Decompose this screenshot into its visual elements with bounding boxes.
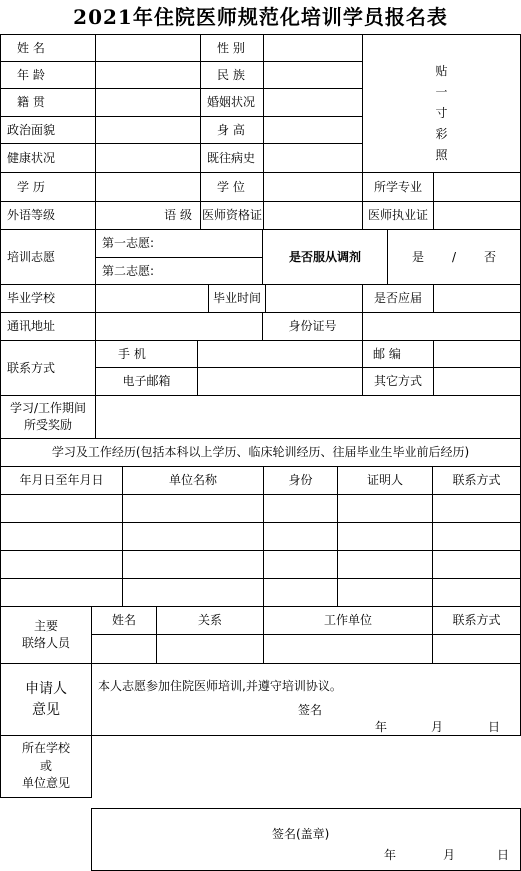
email-field[interactable] (197, 367, 363, 396)
health-status-field[interactable] (95, 143, 201, 173)
physician-qualification-field[interactable] (263, 201, 363, 230)
age-label: 年 龄 (0, 61, 96, 89)
mobile-label: 手 机 (95, 340, 198, 368)
postcode-field[interactable] (433, 340, 521, 368)
medical-history-label: 既往病史 (200, 143, 264, 173)
experience-row-1-identity[interactable] (263, 494, 338, 523)
option-no[interactable]: 否 (483, 249, 496, 264)
fresh-graduate-field[interactable] (433, 284, 521, 313)
main-contacts-header-work-unit: 工作单位 (263, 606, 433, 635)
contact-method-label: 联系方式 (0, 340, 96, 396)
name-field[interactable] (95, 34, 201, 62)
experience-row-4-date[interactable] (0, 578, 123, 607)
second-choice-field[interactable] (95, 257, 263, 285)
health-status-label: 健康状况 (0, 143, 96, 173)
postcode-label: 邮 编 (362, 340, 434, 368)
major-field[interactable] (433, 172, 521, 202)
awards-label-line2: 所受奖励 (23, 418, 72, 432)
school-opinion-label-line3: 单位意见 (21, 776, 70, 791)
ethnicity-field[interactable] (263, 61, 363, 89)
graduation-time-field[interactable] (265, 284, 363, 313)
experience-row-3-unit[interactable] (122, 550, 264, 579)
age-field[interactable] (95, 61, 201, 89)
email-label: 电子邮箱 (95, 367, 198, 396)
school-date-month: 月 (443, 848, 456, 862)
experience-row-3-witness[interactable] (337, 550, 433, 579)
experience-header-date-range: 年月日至年月日 (0, 466, 123, 495)
id-number-field[interactable] (362, 312, 521, 341)
address-label: 通讯地址 (0, 312, 96, 341)
experience-row-1-date[interactable] (0, 494, 123, 523)
form-title: 2021年住院医师规范化培训学员报名表 (73, 5, 448, 29)
language-level-label: 语 级 (164, 208, 192, 223)
experience-row-2-witness[interactable] (337, 522, 433, 551)
school-opinion-field[interactable] (91, 808, 521, 871)
main-contacts-label (0, 606, 92, 664)
major-label: 所学专业 (362, 172, 434, 202)
experience-row-2-identity[interactable] (263, 522, 338, 551)
experience-row-1-witness[interactable] (337, 494, 433, 523)
photo-text-2: 一 (435, 85, 448, 99)
main-contacts-label-line1: 主要 (33, 618, 58, 633)
address-field[interactable] (95, 312, 263, 341)
main-contacts-header-relation: 关系 (156, 606, 264, 635)
school-date-day: 日 (497, 848, 510, 862)
photo-text-4: 彩 (435, 127, 448, 141)
experience-row-2-date[interactable] (0, 522, 123, 551)
first-choice-field[interactable] (95, 229, 263, 258)
academic-degree-field[interactable] (263, 172, 363, 202)
experience-header-unit-name: 单位名称 (122, 466, 264, 495)
experience-section-title: 学习及工作经历(包括本科以上学历、临床轮训经历、往届毕业生毕业前后经历) (0, 438, 521, 467)
physician-qualification-label: 医师资格证 (200, 201, 264, 230)
height-field[interactable] (263, 116, 363, 144)
political-status-label: 政治面貌 (0, 116, 96, 144)
native-place-field[interactable] (95, 88, 201, 117)
photo-placeholder[interactable] (362, 34, 521, 173)
main-contact-name-field[interactable] (91, 634, 157, 664)
second-choice-label: 第二志愿: (102, 263, 155, 278)
school-signature-label: 签名(盖章) (272, 827, 330, 841)
experience-header-identity: 身份 (263, 466, 338, 495)
applicant-opinion-label-line2: 意见 (32, 701, 60, 718)
awards-label (0, 395, 96, 439)
photo-text-5: 照 (435, 148, 448, 162)
school-opinion-label-line1: 所在学校 (21, 741, 70, 756)
training-aspiration-label: 培训志愿 (0, 229, 96, 285)
experience-header-witness: 证明人 (337, 466, 433, 495)
applicant-date-day: 日 (488, 720, 501, 734)
graduate-school-field[interactable] (95, 284, 209, 313)
applicant-signature-label: 签名 (298, 703, 323, 717)
academic-degree-label: 学 位 (200, 172, 264, 202)
main-contact-relation-field[interactable] (156, 634, 264, 664)
political-status-field[interactable] (95, 116, 201, 144)
ethnicity-label: 民 族 (200, 61, 264, 89)
fresh-graduate-label: 是否应届 (362, 284, 434, 313)
main-contacts-header-name: 姓名 (91, 606, 157, 635)
applicant-date-year: 年 (375, 720, 388, 734)
language-level-field[interactable] (95, 201, 201, 230)
native-place-label: 籍 贯 (0, 88, 96, 117)
experience-row-4-identity[interactable] (263, 578, 338, 607)
degree-field[interactable] (95, 172, 201, 202)
school-date-year: 年 (384, 848, 397, 862)
registration-form-table (0, 34, 521, 862)
photo-text-3: 寸 (435, 106, 448, 120)
experience-row-2-contact[interactable] (432, 522, 521, 551)
experience-row-1-contact[interactable] (432, 494, 521, 523)
experience-row-3-date[interactable] (0, 550, 123, 579)
experience-row-4-witness[interactable] (337, 578, 433, 607)
school-opinion-label-line2: 或 (39, 758, 52, 773)
photo-text-1: 贴 (435, 64, 448, 78)
marital-status-label: 婚姻状况 (200, 88, 264, 117)
accept-adjustment-label: 是否服从调剂 (262, 229, 388, 285)
degree-label: 学 历 (0, 172, 96, 202)
main-contact-contact-field[interactable] (432, 634, 521, 664)
awards-field[interactable] (95, 395, 521, 439)
experience-row-4-contact[interactable] (432, 578, 521, 607)
experience-header-contact: 联系方式 (432, 466, 521, 495)
main-contacts-header-contact: 联系方式 (432, 606, 521, 635)
gender-field[interactable] (263, 34, 363, 62)
experience-row-2-unit[interactable] (122, 522, 264, 551)
name-label: 姓 名 (0, 34, 96, 62)
applicant-date-month: 月 (431, 720, 444, 734)
id-number-label: 身份证号 (262, 312, 363, 341)
gender-label: 性 别 (200, 34, 264, 62)
main-contact-work-unit-field[interactable] (263, 634, 433, 664)
experience-row-1-unit[interactable] (122, 494, 264, 523)
applicant-opinion-field[interactable] (91, 663, 521, 736)
physician-license-label: 医师执业证 (362, 201, 434, 230)
option-slash: / (451, 249, 457, 264)
applicant-opinion-label (0, 663, 92, 736)
applicant-statement: 本人志愿参加住院医师培训,并遵守培训协议。 (98, 679, 342, 693)
school-opinion-label (0, 735, 92, 798)
accept-adjustment-options[interactable] (387, 229, 521, 285)
medical-history-field[interactable] (263, 143, 363, 173)
height-label: 身 高 (200, 116, 264, 144)
mobile-field[interactable] (197, 340, 363, 368)
other-contact-label: 其它方式 (362, 367, 434, 396)
graduate-school-label: 毕业学校 (0, 284, 96, 313)
other-contact-field[interactable] (433, 367, 521, 396)
experience-row-3-contact[interactable] (432, 550, 521, 579)
applicant-opinion-label-line1: 申请人 (25, 681, 67, 698)
experience-row-4-unit[interactable] (122, 578, 264, 607)
main-contacts-label-line2: 联络人员 (21, 636, 70, 650)
physician-license-field[interactable] (433, 201, 521, 230)
awards-label-line1: 学习/工作期间 (9, 400, 87, 415)
marital-status-field[interactable] (263, 88, 363, 117)
option-yes[interactable]: 是 (411, 249, 424, 264)
experience-row-3-identity[interactable] (263, 550, 338, 579)
graduation-time-label: 毕业时间 (208, 284, 266, 313)
foreign-language-level-label: 外语等级 (0, 201, 96, 230)
first-choice-label: 第一志愿: (102, 236, 155, 251)
